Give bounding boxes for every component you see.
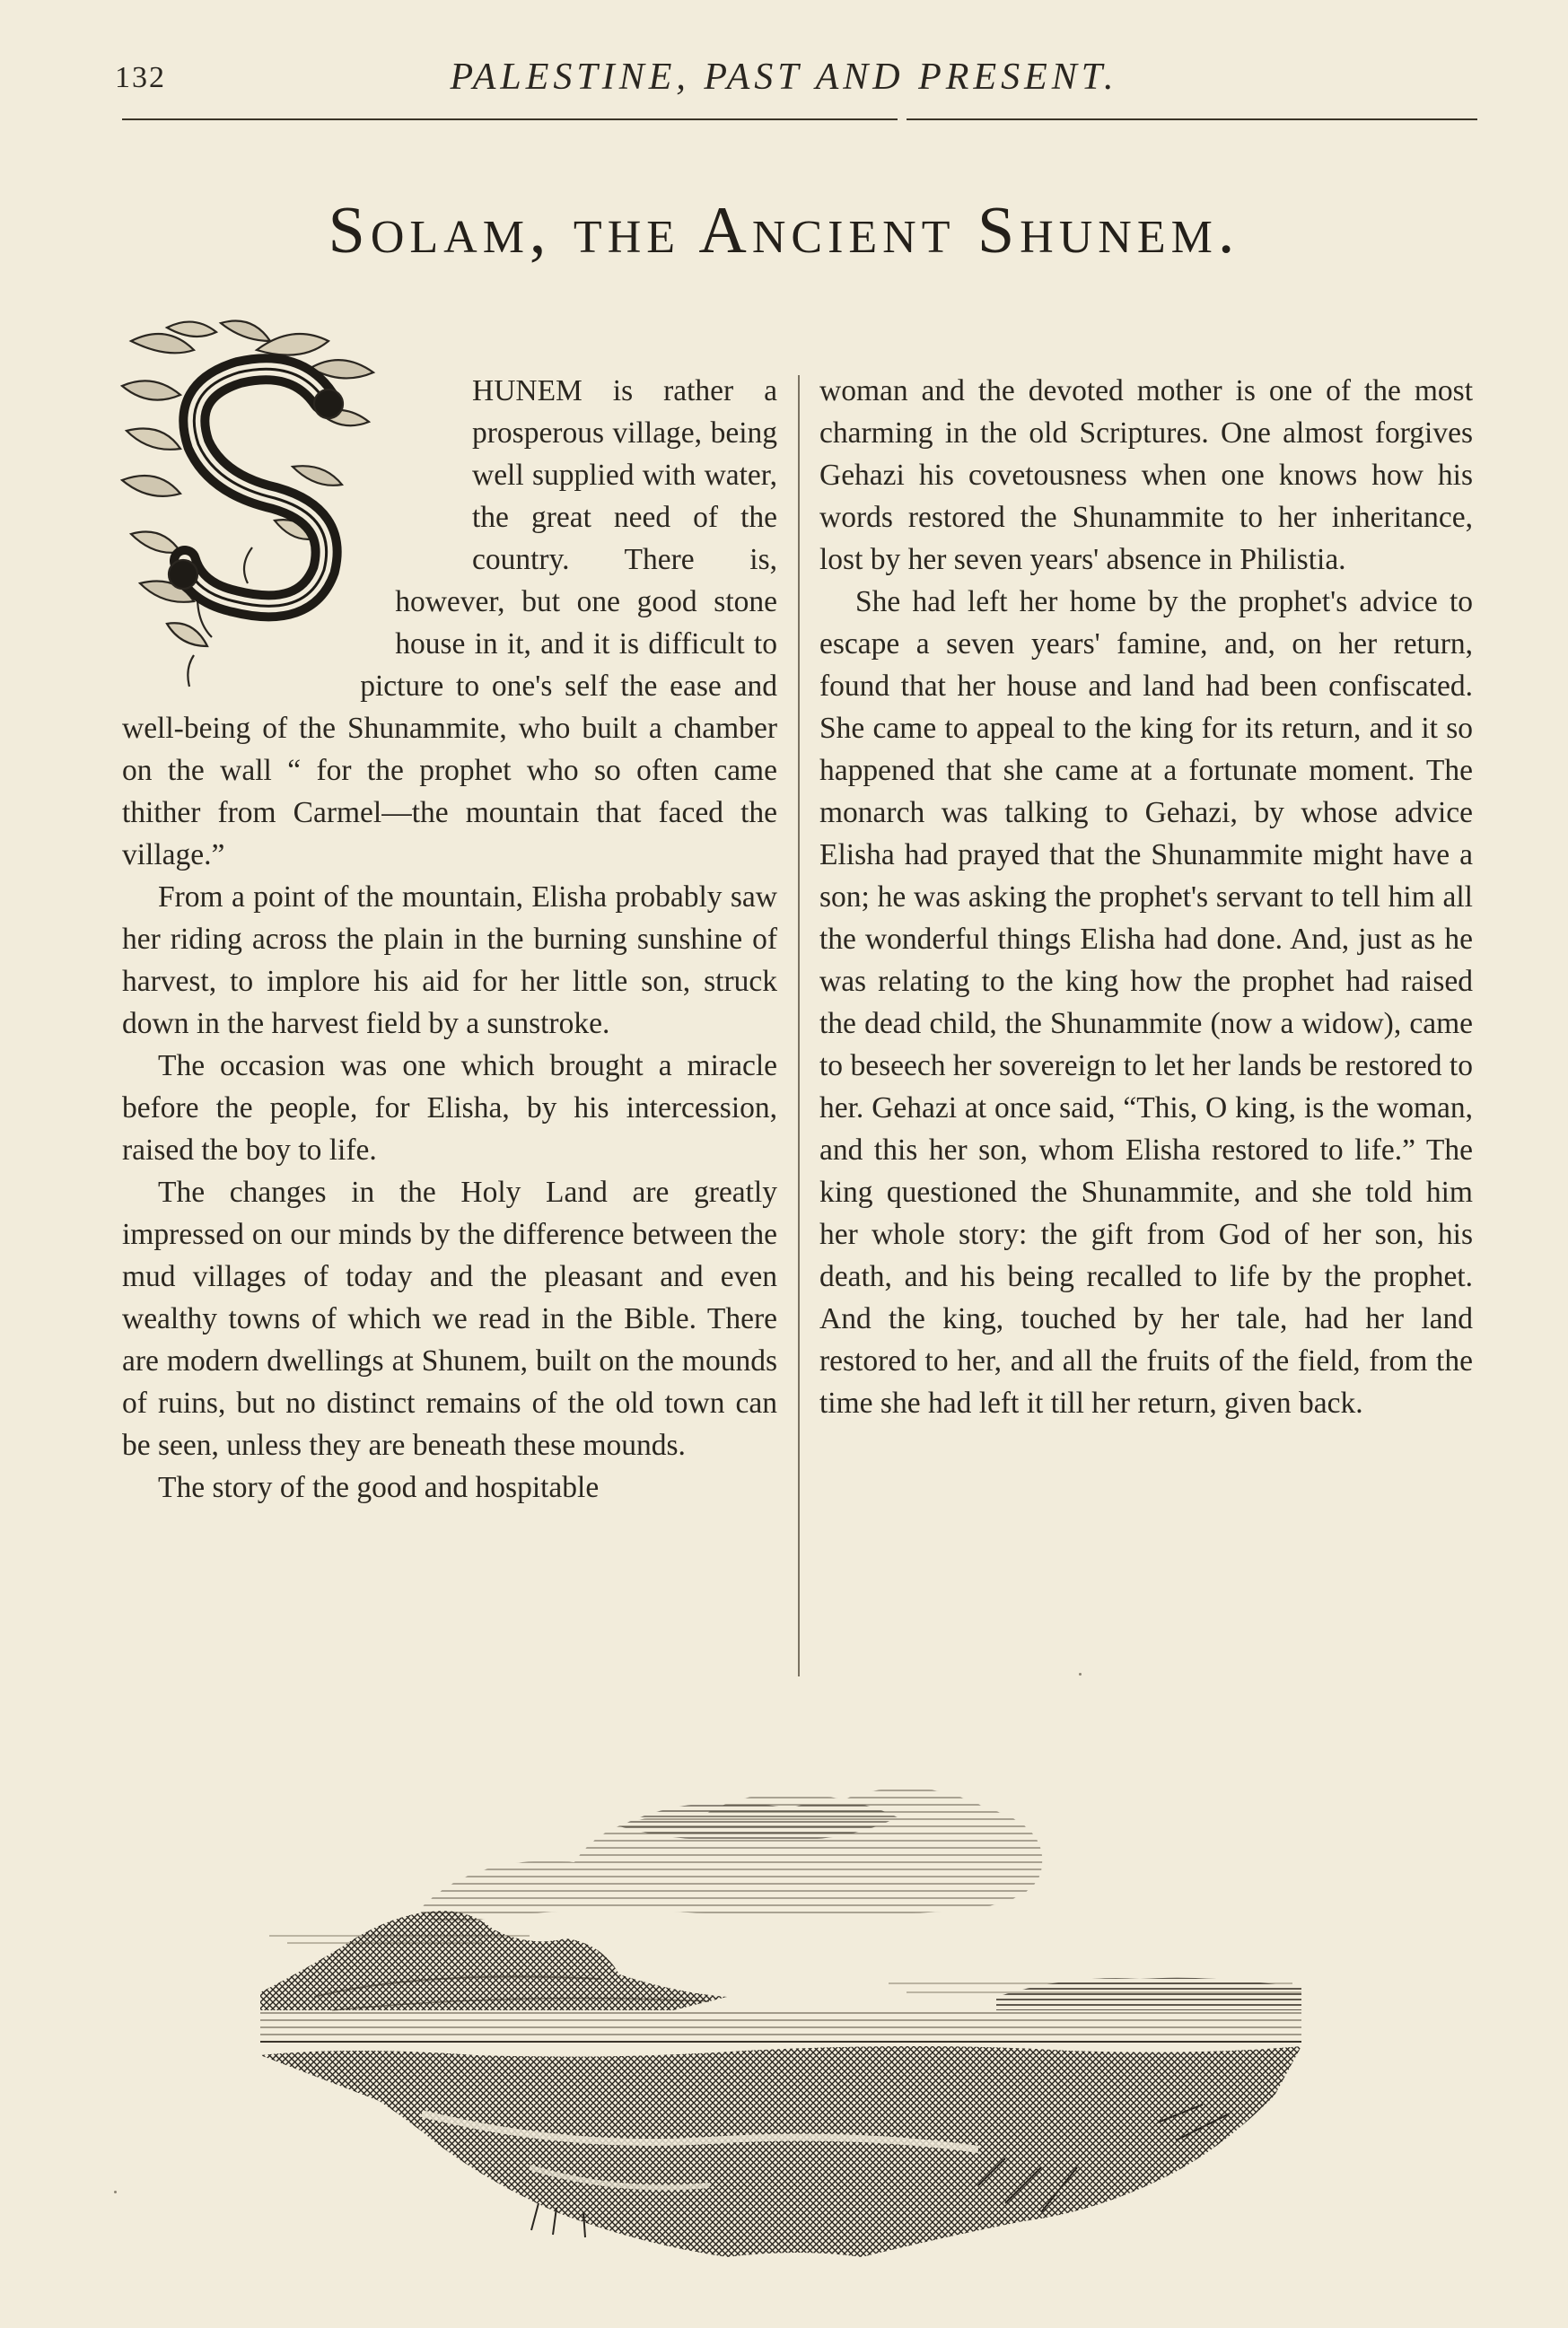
right-column xyxy=(819,370,1473,1424)
decorated-initial xyxy=(113,314,463,691)
page-number: 132 xyxy=(115,61,166,94)
paragraph-5: The story of the good and hospitable xyxy=(158,1471,600,1504)
paragraph-3: The occasion was one which brought a miracle before the people, for Elisha, by his intercession, raised the boy to life. xyxy=(122,1049,777,1167)
header-rule xyxy=(122,118,1477,120)
chapter-title: Solam, the Ancient Shunem. xyxy=(328,194,1240,267)
landscape-engraving-icon xyxy=(260,1701,1319,2262)
running-title: PALESTINE, PAST AND PRESENT. xyxy=(450,57,1118,98)
scan-speck xyxy=(1079,1673,1082,1676)
paragraph-7: She had left her home by the prophet's advice to escape a seven years' famine, and, on her return, found that her house and land had been confiscated. She came to appeal to the king for its return, and it so happened that she came at a fortunate moment. The monarch was talking to Gehazi, by whose advice Elisha had prayed that the Shunammite might have a son; he was asking the prophet's servant to tell him all the wonderful things Elisha had done. And, just as he was relating to the king how the prophet had raised the dead child, the Shunammite (now a widow), came to beseech her sovereign to let her lands be restored to her. Gehazi at once said, “This, O king, is the woman, and this her son, whom Elisha restored to life.” The king questioned the Shunammite, and she told him her whole story: the gift from God of her son, his death, and his being recalled to life by the prophet. And the king, touched by her tale, had her land restored to her, and all the fruits of the field, from the time she had left it till her return, given back. xyxy=(819,585,1473,1420)
paragraph-6: woman and the devoted mother is one of the most charming in the old Scriptures. One almost forgives Gehazi his covetousness when one knows how his words restored the Shunammite to her inheritance, lost by her seven years' absence in Philistia. xyxy=(819,374,1473,576)
column-divider xyxy=(798,375,800,1676)
scan-speck xyxy=(114,2191,117,2193)
header-rule-gap xyxy=(898,115,907,124)
paragraph-4: The changes in the Holy Land are greatly impressed on our minds by the difference between the mud villages of today and the pleasant and even wealthy towns of which we read in the Bible. There are modern dwellings at Shunem, built on the mounds of ruins, but no distinct remains of the old town can be seen, unless they are beneath these mounds. xyxy=(122,1176,777,1462)
paragraph-2: From a point of the mountain, Elisha probably saw her riding across the plain in the burning sunshine of harvest, to implore his aid for her little son, struck down in the harvest field by a sunstroke. xyxy=(122,880,777,1040)
paragraph-1: HUNEM is rather a prosperous village, being well supplied with water, the great need of the country. There is, however, but one good stone house in it, and it is difficult to picture to one's self the ease and well-being of the Shunammite, who built a chamber on the wall “ for the prophet who so often came thither from Carmel—the mountain that faced the village.” xyxy=(122,374,777,871)
floral-initial-icon xyxy=(113,314,463,691)
left-column xyxy=(122,370,777,1509)
running-head xyxy=(0,52,1568,106)
